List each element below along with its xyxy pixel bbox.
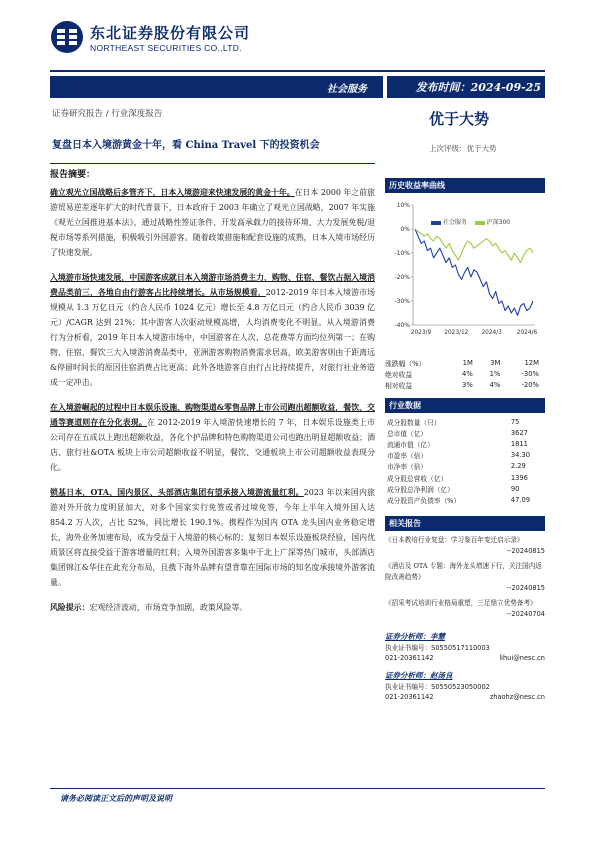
- header-rule: [50, 70, 545, 72]
- summary-paragraph: [50, 270, 375, 390]
- x-tick-label: 2024/3: [481, 330, 502, 336]
- analyst-contact: [385, 692, 545, 702]
- legend-label: 沪深300: [486, 219, 511, 226]
- y-tick-label: -40%: [394, 322, 410, 329]
- paragraph-body: 在日本 2000 年之前旅游贸易逆差逐年扩大的时代背景下，日本政府于 2003 年确立了观光立国战略，2007 年实施《观光立国推进基本法》，通过战略性签证条件、开发高承载力的接待环境、大力发展免税/退税市场等系列措施，积极吸引外国游客。随着政策措施和配套设施的成熟，日本入境市场经历了快速发展。: [50, 188, 375, 257]
- x-tick-label: 2023/12: [444, 330, 469, 336]
- table-cell: -30%: [521, 369, 539, 378]
- industry-data: [385, 398, 545, 506]
- analyst-contact: [385, 653, 545, 663]
- table-cell: 市盈率（倍）: [387, 452, 428, 461]
- table-cell: 3627: [510, 428, 528, 437]
- related-report-item[interactable]: [385, 561, 545, 594]
- risk-warning: [50, 600, 375, 615]
- report-summary: [50, 168, 375, 625]
- paragraph-body: 在 2012-2019 年入境游快速增长的 7 年，日本娱乐设施类上市公司存在五成以上跑出超额收益，各化个护品牌和特色购物渠道公司也跑出明显超额收益；酒店、旅行社&OTA 板块上市公司超额收益不明显，餐饮、交通板块上市公司超额收益表现分化。: [50, 418, 375, 472]
- return-chart: [385, 193, 545, 351]
- table-row: [385, 379, 545, 390]
- table-row: [385, 483, 545, 494]
- legend-swatch: [475, 221, 485, 225]
- performance-table: [385, 357, 545, 390]
- table-header-cell: 12M: [524, 358, 539, 367]
- table-header-cell: 涨跌幅（%）: [385, 359, 426, 368]
- table-cell: 3%: [462, 380, 473, 389]
- table-row: [385, 416, 545, 427]
- table-cell: 90: [510, 484, 520, 493]
- table-cell: 75: [510, 417, 520, 426]
- publish-date: 发布时间：2024-09-25: [415, 81, 541, 94]
- table-header-cell: 3M: [490, 358, 501, 367]
- table-cell: 成分股资产负债率（%）: [387, 496, 461, 505]
- logo-emblem-icon: [50, 20, 84, 54]
- chart-title: 历史收益率曲线: [385, 178, 545, 193]
- report-title: 复盘日本入境游黄金十年，看 China Travel 下的投资机会: [52, 140, 320, 151]
- related-reports-title: 相关报告: [385, 516, 545, 531]
- analyst-phone: 021-20361142: [385, 692, 434, 701]
- table-cell: 成分股数量（只）: [387, 418, 441, 427]
- paragraph-lead: 入境游市场快速发展，中国游客成就日本入境游市场消费主力，购物、住宿、餐饮占据入境消费品类前三，各地自由行游客占比持续增长。从市场规模看，: [50, 273, 375, 297]
- table-cell: 成分股总营收（亿）: [387, 474, 448, 483]
- industry-data-title: 行业数据: [385, 398, 545, 413]
- table-cell: 1811: [510, 439, 528, 448]
- table-cell: 流通市值（亿）: [387, 440, 434, 449]
- company-name-cn: 东北证券股份有限公司: [90, 24, 251, 42]
- series-line-1: [415, 229, 533, 263]
- table-cell: 相对收益: [385, 381, 413, 390]
- table-row: [385, 472, 545, 483]
- x-tick-label: 2024/6: [516, 330, 538, 336]
- table-row: [385, 438, 545, 449]
- table-header-row: [385, 357, 545, 368]
- risk-lead: 风险提示：: [50, 603, 90, 612]
- legend-swatch: [431, 221, 441, 225]
- y-tick-label: -20%: [394, 274, 410, 281]
- table-cell: 4%: [462, 369, 473, 378]
- related-report-title[interactable]: 《酒店及 OTA 专题：海外龙头增速下行，关注国内返院改善趋势》: [385, 561, 542, 581]
- series-line-0: [415, 229, 533, 315]
- y-tick-label: 10%: [396, 202, 410, 209]
- y-tick-label: 0%: [400, 226, 410, 233]
- industry-data-table: [385, 416, 545, 506]
- previous-rating: 上次评级：优于大势: [429, 144, 497, 153]
- table-header-cell: 1M: [462, 358, 473, 367]
- rating: 优于大势: [429, 110, 490, 128]
- header-bar: [50, 76, 545, 98]
- analyst-email[interactable]: lihui@nesc.cn: [499, 653, 545, 662]
- related-report-date: --20240815: [506, 546, 545, 555]
- table-row: [385, 450, 545, 461]
- footer-rule: [50, 788, 545, 789]
- related-report-title[interactable]: 《日本教培行业复盘：学习鉴百年变迁启示录》: [385, 535, 524, 544]
- header-separator: [383, 76, 387, 98]
- table-cell: 34.30: [510, 451, 531, 460]
- analyst-name: 证券分析师：李慧: [385, 631, 445, 641]
- analyst-email[interactable]: zhaohz@nesc.cn: [489, 692, 545, 701]
- paragraph-lead: 确立观光立国战略后多管齐下，日本入境游迎来快速发展的黄金十年。: [50, 188, 295, 197]
- summary-heading: 报告摘要：: [50, 170, 96, 180]
- analyst-cert: 执业证书编号：S0550517110003: [385, 643, 490, 652]
- title-rule: [50, 163, 375, 164]
- analyst-phone: 021-20361142: [385, 653, 434, 662]
- company-name-en: NORTHEAST SECURITIES CO.,LTD.: [90, 43, 242, 53]
- table-cell: 1396: [510, 473, 528, 482]
- related-report-item[interactable]: [385, 535, 545, 557]
- paragraph-lead: 锁基日本，OTA、国内景区、头部酒店集团有望承接入境游流量红利。: [50, 488, 304, 497]
- table-row: [385, 461, 545, 472]
- table-cell: 1%: [489, 369, 501, 378]
- related-reports: [385, 516, 545, 620]
- footer-disclaimer: 请务必阅读正文后的声明及说明: [60, 793, 172, 803]
- related-report-date: --20240815: [506, 583, 545, 592]
- analyst-name: 证券分析师：赵汤良: [385, 670, 453, 680]
- summary-paragraph: [50, 485, 375, 590]
- related-report-date: --20240704: [506, 609, 545, 618]
- paragraph-lead: 在入境游崛起的过程中日本娱乐设施、购物渠道&零售品牌上市公司跑出超额收益，餐饮、交通等赛道则存在分化表现。: [50, 403, 375, 427]
- company-logo: [50, 18, 280, 58]
- analyst-cert: 执业证书编号：S0550523050002: [385, 682, 490, 691]
- analyst-block: [385, 632, 545, 663]
- table-cell: 2.29: [510, 462, 526, 471]
- summary-paragraph: [50, 185, 375, 260]
- summary-paragraph: [50, 400, 375, 475]
- table-cell: -20%: [521, 380, 539, 389]
- chart-legend: [431, 217, 510, 226]
- y-tick-label: -30%: [394, 298, 410, 305]
- table-cell: 4%: [489, 380, 501, 389]
- legend-label: 社会服务: [443, 219, 468, 226]
- table-cell: 总市值（亿）: [387, 429, 428, 438]
- y-tick-label: -10%: [394, 250, 410, 257]
- table-cell: 47.09: [510, 495, 531, 504]
- table-row: [385, 368, 545, 379]
- table-row: [385, 494, 545, 505]
- table-cell: 绝对收益: [385, 370, 413, 379]
- x-tick-label: 2023/9: [410, 330, 432, 336]
- analyst-block: [385, 671, 545, 702]
- related-report-title[interactable]: 《招采考试培训行业格局重塑，三足鼎立优势备考》: [385, 598, 537, 607]
- paragraph-body: 2012-2019 年日本入境游市场规模从 1.3 万亿日元（约合人民币 1024 亿元）增长至 4.8 万亿日元（约合人民币 3039 亿元）/CAGR 达到 21%；其中游客人次驱动规模高增，人均消费变化不明显。从入境游消费行为分析看，2019 年日本入境游市场中，中国游客在人次、总花费等方面均位列第一；在购物、住宿、餐饮三大入境游消费品类中，亚洲游客购物消费需求居高，欧美游客则由于距离远&停留时间长的原因住宿消费占比更高；此外各地游客自由行占比持续提升，对旅行社业务造成一定冲击。: [50, 288, 375, 387]
- table-cell: 成分股总净利润（亿）: [387, 485, 454, 494]
- sector-label: 社会服务: [327, 84, 367, 95]
- table-row: [385, 427, 545, 438]
- table-cell: 市净率（倍）: [387, 463, 428, 472]
- related-report-item[interactable]: [385, 598, 545, 620]
- risk-body: 宏观经济波动，市场竞争加剧，政策风险等。: [89, 603, 248, 612]
- document-type: 证券研究报告 / 行业深度报告: [52, 109, 163, 119]
- sidebar: [385, 178, 545, 702]
- paragraph-body: 2023 年以来国内旅游对外开放力度明显加大，对多个国家实行免签或者过境免签，今年上半年入境外国人达 854.2 万人次，占比 52%，同比增长 190.1%。携程作为国内 OTA 龙头国内业务稳定增长，海外业务加速布局，成为受益于入境游的核心标的；复刻日本娱乐设施板块经验，国内优质景区将直接受益于游客增量的红利；入境外国游客多集中于北上广深等热门城市，头部酒店集团锦江&华住在此充分布局，且携下海外品牌有望背靠在国际市场的知名度承接境外游客流量。: [50, 488, 375, 587]
